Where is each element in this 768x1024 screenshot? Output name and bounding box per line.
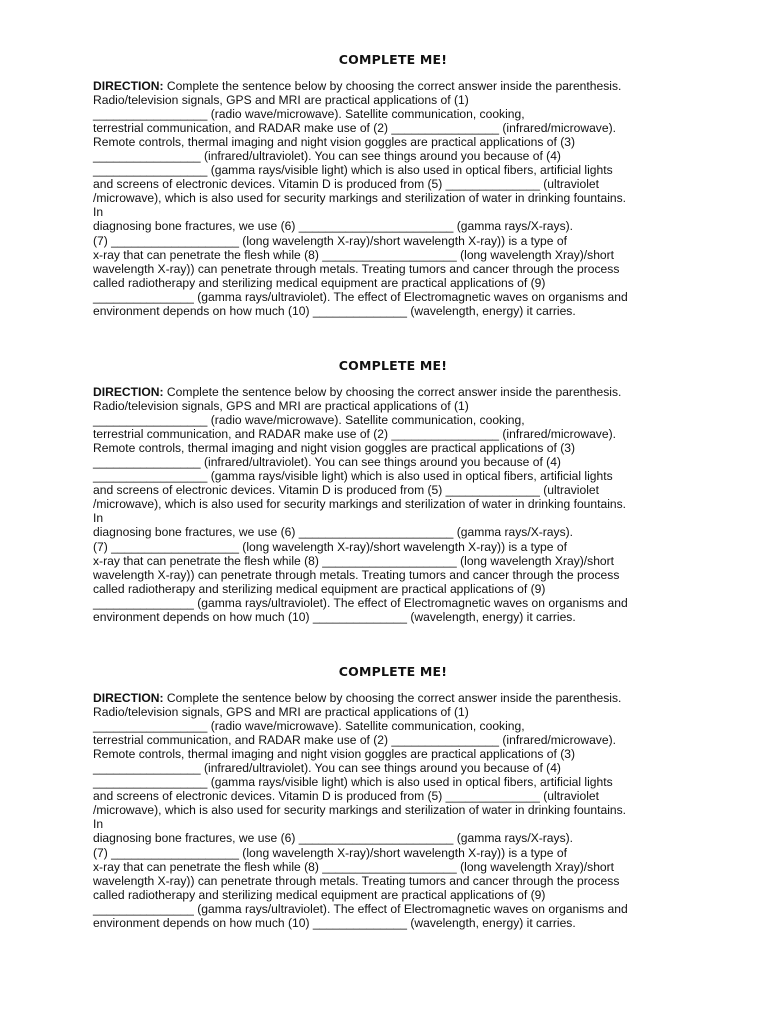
text-line: (7) ___________________ (long wavelength X-ray)/short wavelength X-ray)) is a type of [93, 233, 567, 248]
text-line: /microwave), which is also used for security markings and sterilization of water in drinking fountains. [93, 803, 627, 818]
text-line: _________________ (radio wave/microwave). Satellite communication, cooking, [93, 413, 525, 428]
text-line: Radio/television signals, GPS and MRI are practical applications of (1) [93, 93, 469, 108]
exercise-title: COMPLETE ME! [338, 358, 448, 373]
text-line: and screens of electronic devices. Vitamin D is produced from (5) ______________ (ultraviolet [93, 483, 599, 498]
text-line: environment depends on how much (10) ______________ (wavelength, energy) it carries. [93, 915, 576, 930]
text-line: _______________ (gamma rays/ultraviolet). The effect of Electromagnetic waves on organisms and [93, 595, 628, 610]
text-line: terrestrial communication, and RADAR make use of (2) ________________ (infrared/microwave). [93, 121, 616, 136]
direction-text: Complete the sentence below by choosing the correct answer inside the parenthesis. [163, 691, 622, 705]
text-line: ________________ (infrared/ultraviolet). You can see things around you because of (4) [93, 761, 561, 776]
text-line: called radiotherapy and sterilizing medical equipment are practical applications of (9) [93, 581, 546, 596]
text-line: _________________ (radio wave/microwave). Satellite communication, cooking, [93, 719, 525, 734]
text-line: Remote controls, thermal imaging and night vision goggles are practical applications of (3) [93, 135, 575, 150]
text-line: Remote controls, thermal imaging and night vision goggles are practical applications of (3) [93, 747, 575, 762]
text-line: ________________ (infrared/ultraviolet). You can see things around you because of (4) [93, 455, 561, 470]
direction-label: DIRECTION: [93, 385, 164, 399]
exercise-block-1 [93, 52, 693, 318]
text-line: wavelength X-ray)) can penetrate through metals. Treating tumors and cancer through the process [93, 567, 620, 582]
text-line: ________________ (infrared/ultraviolet). You can see things around you because of (4) [93, 149, 561, 164]
exercise-body [93, 79, 693, 318]
text-line: Radio/television signals, GPS and MRI are practical applications of (1) [93, 399, 469, 414]
text-line: and screens of electronic devices. Vitamin D is produced from (5) ______________ (ultraviolet [93, 789, 599, 804]
text-line: In [93, 817, 104, 832]
direction-line [93, 385, 693, 399]
direction-label: DIRECTION: [93, 79, 164, 93]
exercise-body [93, 385, 693, 624]
text-line: and screens of electronic devices. Vitamin D is produced from (5) ______________ (ultraviolet [93, 177, 599, 192]
text-line: diagnosing bone fractures, we use (6) _______________________ (gamma rays/X-rays). [93, 525, 574, 540]
exercise-title: COMPLETE ME! [338, 52, 448, 67]
text-line: In [93, 205, 104, 220]
text-line: In [93, 511, 104, 526]
exercise-title: COMPLETE ME! [338, 664, 448, 679]
text-line: called radiotherapy and sterilizing medical equipment are practical applications of (9) [93, 275, 546, 290]
text-line: x-ray that can penetrate the flesh while (8) ____________________ (long wavelength Xray)/short [93, 859, 615, 874]
text-line: _________________ (gamma rays/visible light) which is also used in optical fibers, artificial lights [93, 775, 613, 790]
text-line: x-ray that can penetrate the flesh while (8) ____________________ (long wavelength Xray)/short [93, 247, 615, 262]
text-line: Radio/television signals, GPS and MRI are practical applications of (1) [93, 705, 469, 720]
text-line: _______________ (gamma rays/ultraviolet). The effect of Electromagnetic waves on organisms and [93, 289, 628, 304]
direction-line [93, 691, 693, 705]
direction-text: Complete the sentence below by choosing the correct answer inside the parenthesis. [163, 385, 622, 399]
direction-label: DIRECTION: [93, 691, 164, 705]
text-line: environment depends on how much (10) ______________ (wavelength, energy) it carries. [93, 609, 576, 624]
text-line: _________________ (radio wave/microwave). Satellite communication, cooking, [93, 107, 525, 122]
text-line: (7) ___________________ (long wavelength X-ray)/short wavelength X-ray)) is a type of [93, 539, 567, 554]
exercise-body [93, 691, 693, 930]
text-line: terrestrial communication, and RADAR make use of (2) ________________ (infrared/microwave). [93, 427, 616, 442]
text-line: diagnosing bone fractures, we use (6) _______________________ (gamma rays/X-rays). [93, 219, 574, 234]
text-line: diagnosing bone fractures, we use (6) _______________________ (gamma rays/X-rays). [93, 831, 574, 846]
exercise-block-3 [93, 664, 693, 930]
text-line: /microwave), which is also used for security markings and sterilization of water in drinking fountains. [93, 191, 627, 206]
text-line: wavelength X-ray)) can penetrate through metals. Treating tumors and cancer through the process [93, 261, 620, 276]
text-line: terrestrial communication, and RADAR make use of (2) ________________ (infrared/microwave). [93, 733, 616, 748]
direction-line [93, 79, 693, 93]
exercise-block-2 [93, 358, 693, 624]
text-line: /microwave), which is also used for security markings and sterilization of water in drinking fountains. [93, 497, 627, 512]
text-line: wavelength X-ray)) can penetrate through metals. Treating tumors and cancer through the process [93, 873, 620, 888]
text-line: _________________ (gamma rays/visible light) which is also used in optical fibers, artificial lights [93, 469, 613, 484]
text-line: x-ray that can penetrate the flesh while (8) ____________________ (long wavelength Xray)/short [93, 553, 615, 568]
text-line: Remote controls, thermal imaging and night vision goggles are practical applications of (3) [93, 441, 575, 456]
text-line: _________________ (gamma rays/visible light) which is also used in optical fibers, artificial lights [93, 163, 613, 178]
direction-text: Complete the sentence below by choosing the correct answer inside the parenthesis. [163, 79, 622, 93]
text-line: _______________ (gamma rays/ultraviolet). The effect of Electromagnetic waves on organisms and [93, 901, 628, 916]
text-line: environment depends on how much (10) ______________ (wavelength, energy) it carries. [93, 303, 576, 318]
text-line: (7) ___________________ (long wavelength X-ray)/short wavelength X-ray)) is a type of [93, 845, 567, 860]
text-line: called radiotherapy and sterilizing medical equipment are practical applications of (9) [93, 887, 546, 902]
